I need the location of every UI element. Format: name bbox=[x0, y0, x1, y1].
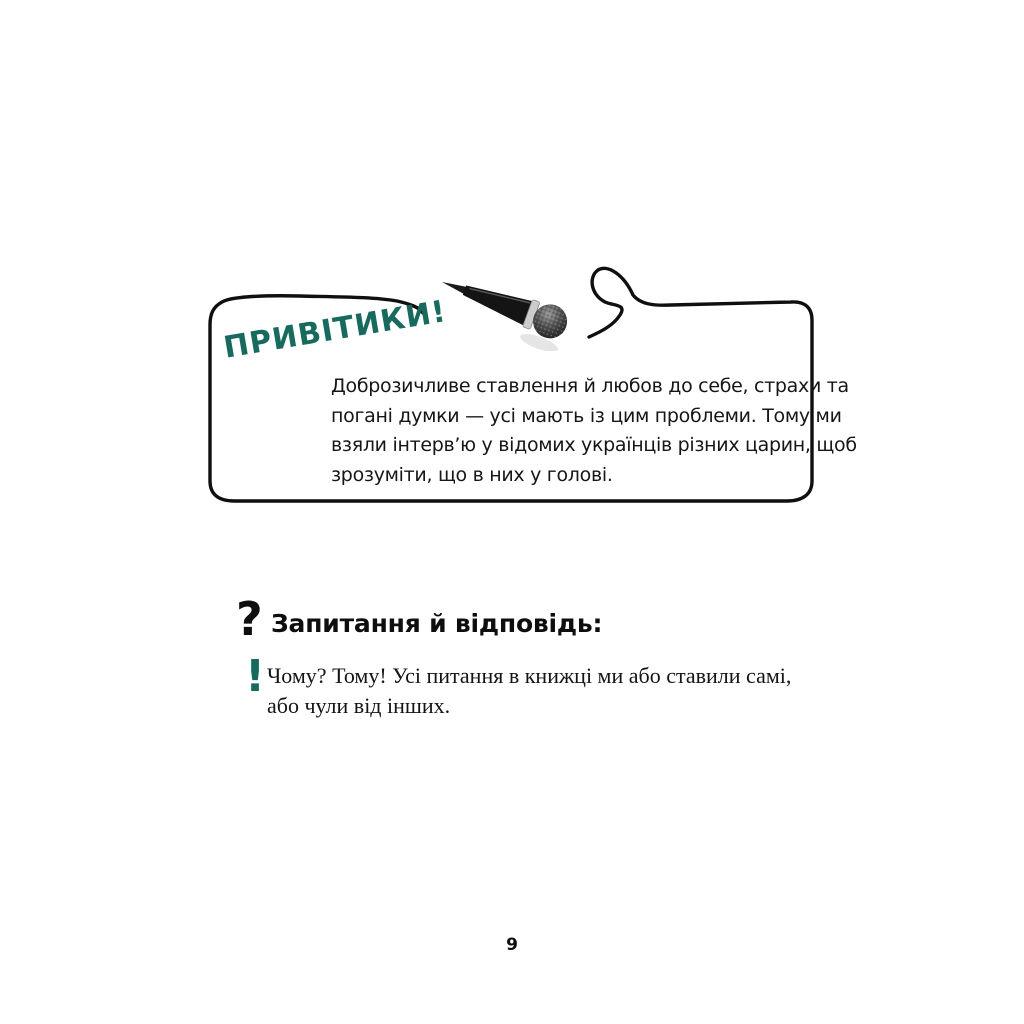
callout-body-text bbox=[331, 372, 857, 490]
qa-body-line: або чули від інших. bbox=[267, 693, 451, 718]
microphone-icon bbox=[432, 266, 582, 351]
question-mark-icon: ? bbox=[236, 592, 263, 646]
page-number: 9 bbox=[506, 935, 518, 955]
microphone-body bbox=[460, 278, 533, 326]
exclamation-mark-icon: ! bbox=[245, 651, 266, 702]
qa-body-line: Чому? Тому! Усі питання в книжці ми або ставили самі, bbox=[267, 663, 792, 688]
qa-body-text bbox=[267, 661, 791, 721]
qa-section-heading: Запитання й відповідь: bbox=[271, 609, 603, 638]
callout-title: ПРИВІТИКИ! bbox=[221, 294, 449, 366]
callout-body-line: зрозуміти, що в них у голові. bbox=[331, 463, 613, 486]
callout-body-line: погані думки — усі мають із цим проблеми. Тому ми bbox=[331, 404, 842, 427]
callout-body-line: Доброзичливе ставлення й любов до себе, страхи та bbox=[331, 375, 849, 397]
microphone-tail bbox=[441, 278, 468, 294]
callout-body-line: взяли інтерв’ю у відомих українців різних царин, щоб bbox=[331, 434, 857, 456]
